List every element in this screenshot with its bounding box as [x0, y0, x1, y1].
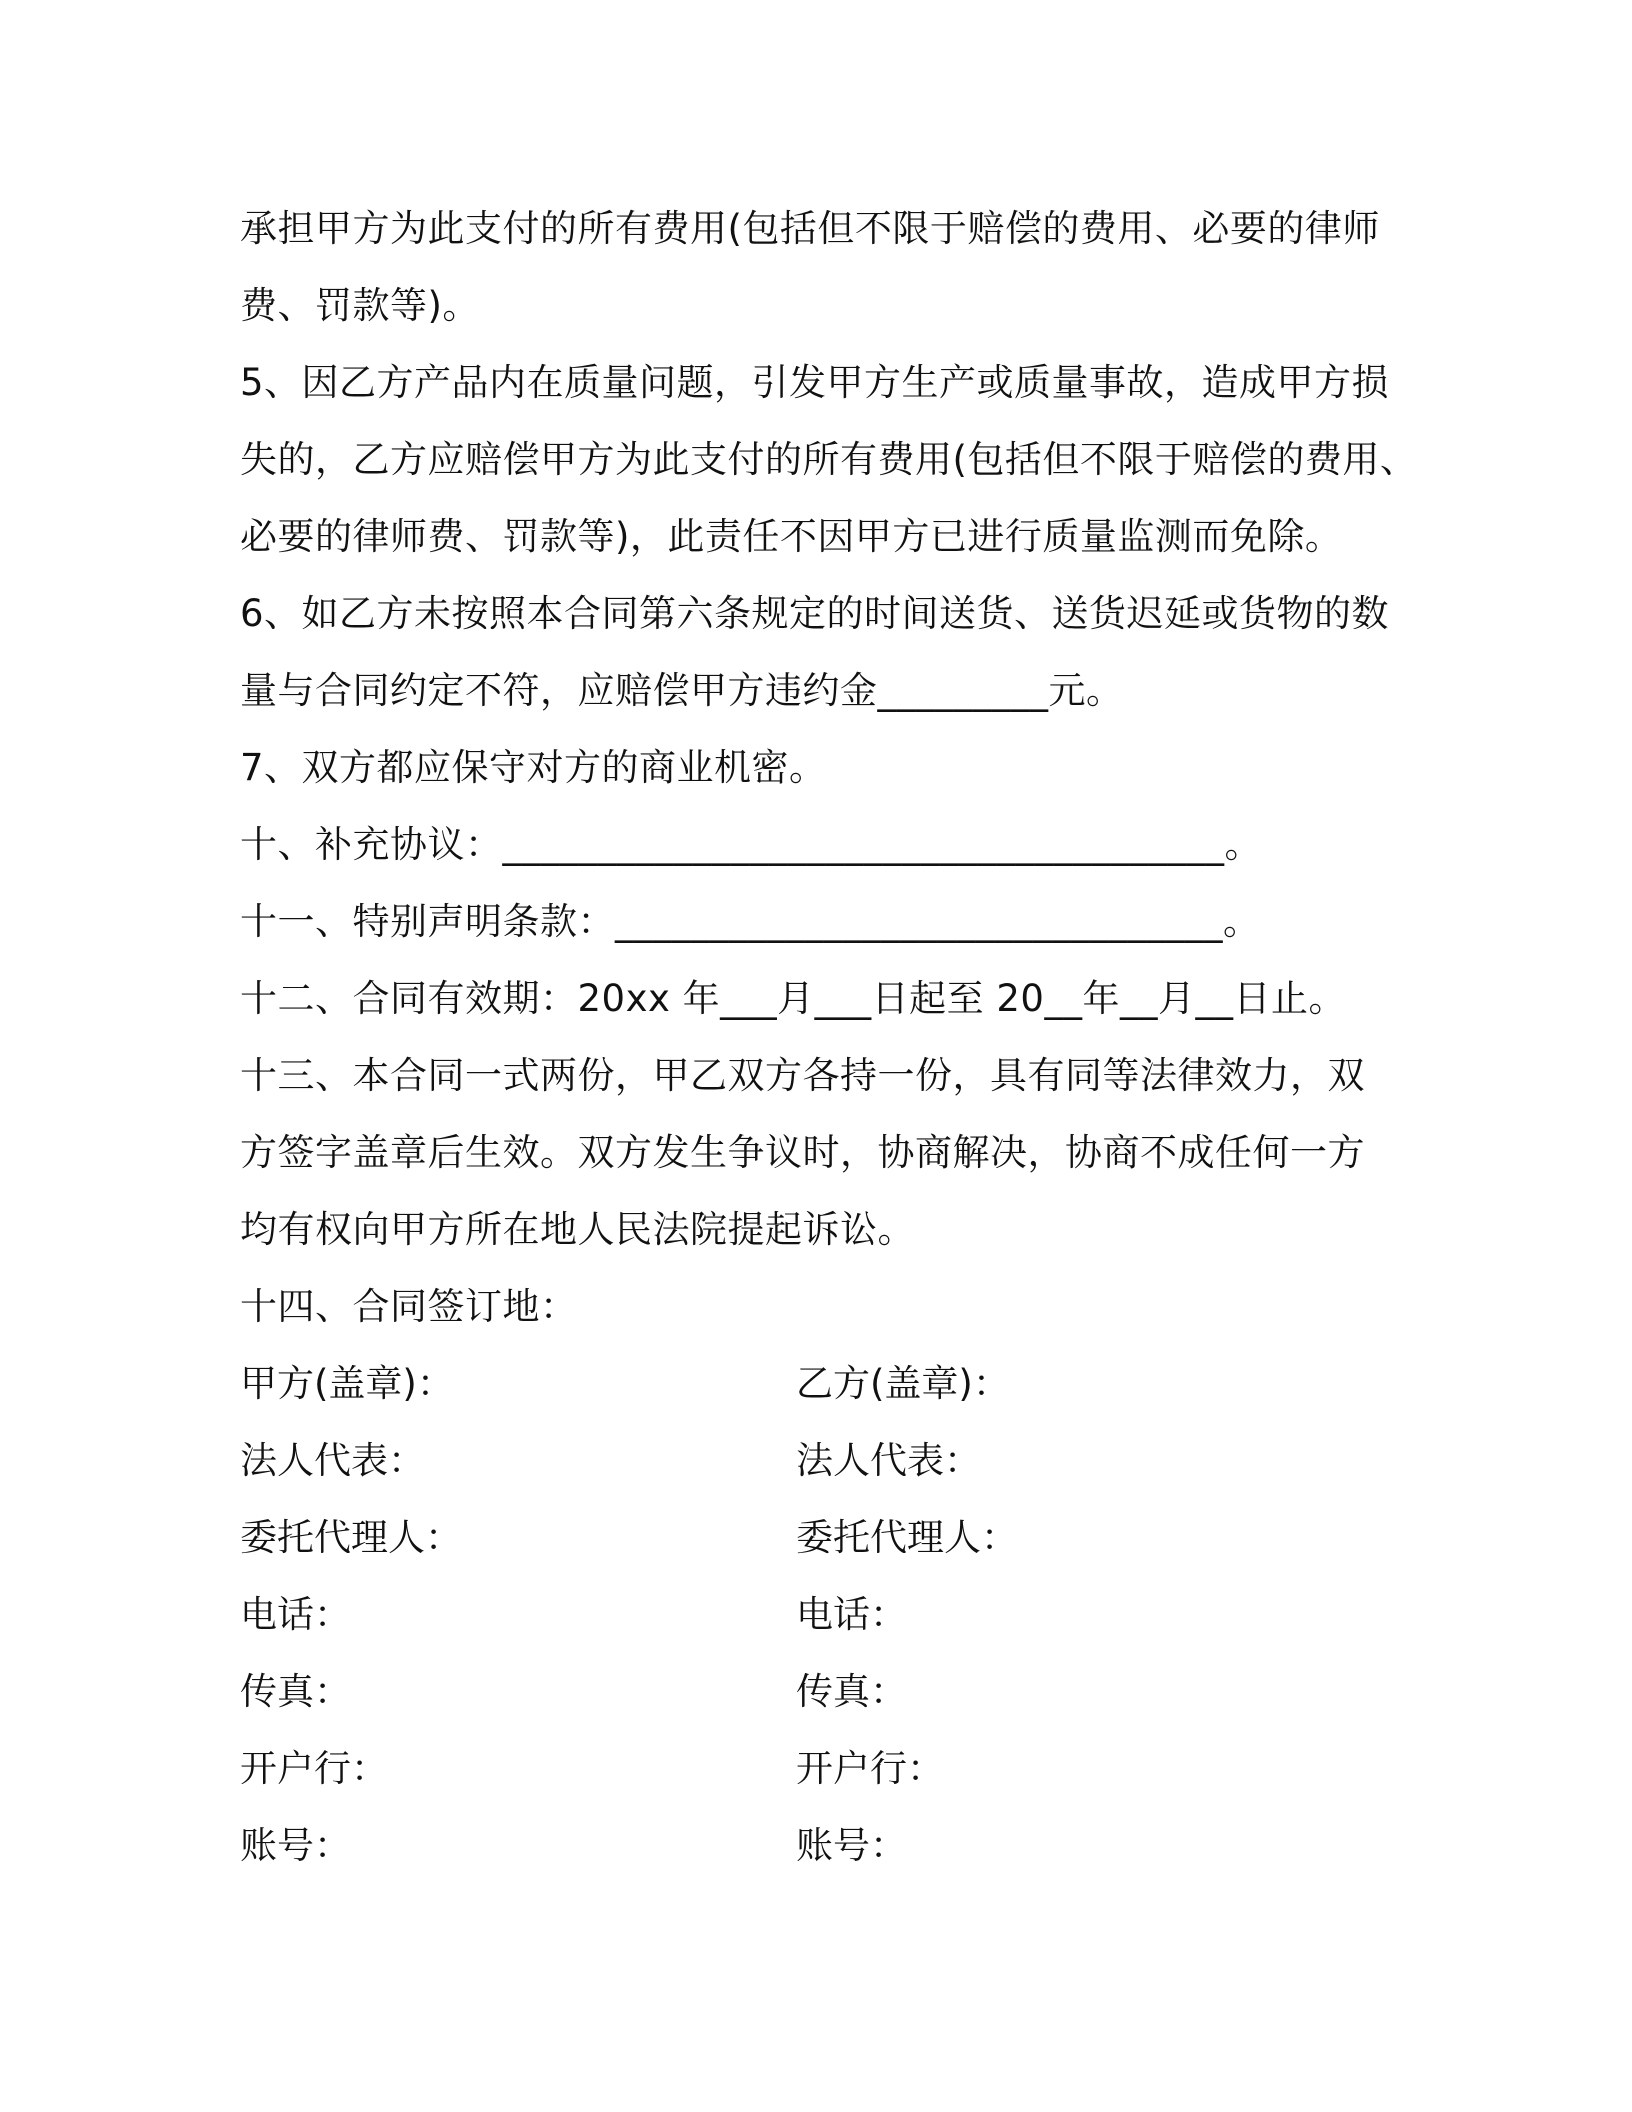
contract-body	[240, 190, 1418, 1345]
party-a-fax: 传真：	[240, 1670, 351, 1713]
signature-row-account	[240, 1807, 1400, 1884]
text-line: 承担甲方为此支付的所有费用(包括但不限于赔偿的费用、必要的律师	[240, 207, 1380, 250]
party-b-bank: 开户行：	[796, 1747, 944, 1790]
party-a-legal-rep: 法人代表：	[240, 1439, 425, 1482]
signature-row-bank	[240, 1730, 1400, 1807]
party-b-legal-rep: 法人代表：	[796, 1439, 981, 1482]
section-11-special-terms: 十一、特别声明条款：________________________________。	[240, 900, 1261, 943]
party-b-account: 账号：	[796, 1824, 907, 1867]
section-13-copies: 十三、本合同一式两份，甲乙双方各持一份，具有同等法律效力，双	[240, 1054, 1365, 1097]
party-a-agent: 委托代理人：	[240, 1516, 462, 1559]
party-b-phone: 电话：	[796, 1593, 907, 1636]
party-b-agent: 委托代理人：	[796, 1516, 1018, 1559]
party-a-seal: 甲方(盖章)：	[240, 1362, 454, 1405]
section-10-supplementary: 十、补充协议：______________________________________。	[240, 823, 1262, 866]
section-12-validity: 十二、合同有效期：20xx 年___月___日起至 20__年__月__日止。	[240, 977, 1346, 1020]
clause-7: 7、双方都应保守对方的商业机密。	[240, 746, 827, 789]
signature-row-legal-rep	[240, 1422, 1400, 1499]
text-line: 必要的律师费、罚款等)，此责任不因甲方已进行质量监测而免除。	[240, 515, 1343, 558]
text-line: 均有权向甲方所在地人民法院提起诉讼。	[240, 1208, 915, 1251]
party-a-phone: 电话：	[240, 1593, 351, 1636]
text-line: 方签字盖章后生效。双方发生争议时，协商解决，协商不成任何一方	[240, 1131, 1365, 1174]
section-14-signing-place: 十四、合同签订地：	[240, 1285, 578, 1328]
party-a-bank: 开户行：	[240, 1747, 388, 1790]
signature-row-fax	[240, 1653, 1400, 1730]
text-line: 量与合同约定不符，应赔偿甲方违约金_________元。	[240, 669, 1124, 712]
clause-5: 5、因乙方产品内在质量问题，引发甲方生产或质量事故，造成甲方损	[240, 361, 1390, 404]
clause-6: 6、如乙方未按照本合同第六条规定的时间送货、送货迟延或货物的数	[240, 592, 1390, 635]
text-line: 费、罚款等)。	[240, 284, 480, 327]
signature-row-phone	[240, 1576, 1400, 1653]
party-b-fax: 传真：	[796, 1670, 907, 1713]
signature-row-agent	[240, 1499, 1400, 1576]
signature-row-seal	[240, 1345, 1400, 1422]
signature-block	[240, 1345, 1400, 1884]
text-line: 失的，乙方应赔偿甲方为此支付的所有费用(包括但不限于赔偿的费用、	[240, 438, 1418, 481]
party-a-account: 账号：	[240, 1824, 351, 1867]
party-b-seal: 乙方(盖章)：	[796, 1362, 1010, 1405]
